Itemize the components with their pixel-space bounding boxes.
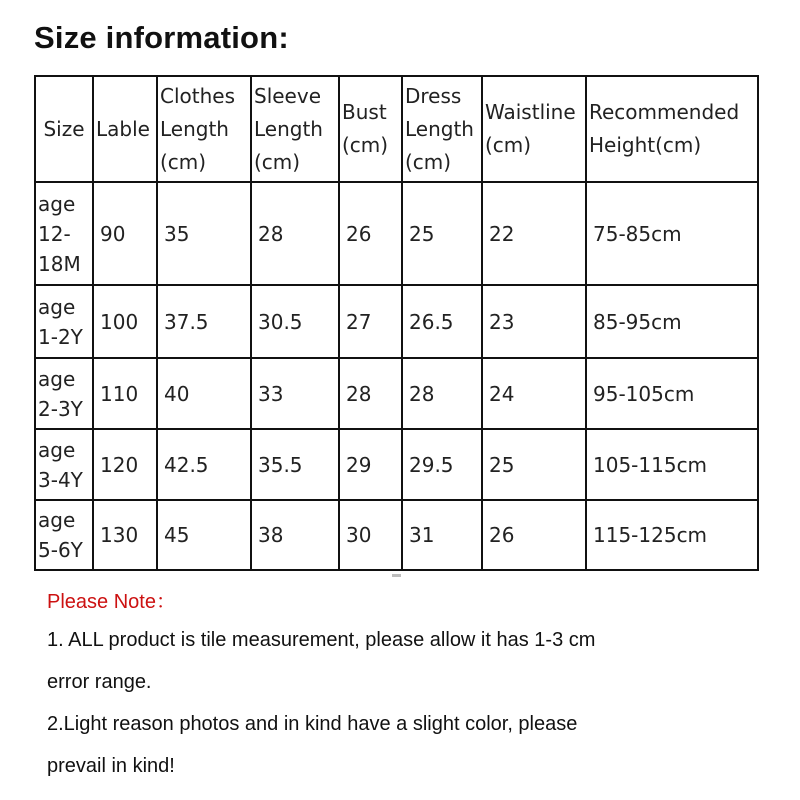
cell-waistline: 24 [482,358,586,429]
cell-waistline: 25 [482,429,586,500]
cell-label: 110 [93,358,157,429]
note-line: 1. ALL product is tile measurement, please allow it has 1-3 cm [47,629,596,651]
notes-section [47,585,787,787]
cell-recommended-height: 75-85cm [586,182,758,285]
page-title: Size information: [34,20,289,55]
cell-dress-length: 26.5 [402,285,482,358]
cell-dress-length: 25 [402,182,482,285]
cell-sleeve-length: 30.5 [251,285,339,358]
header-sleeve-length: Sleeve Length (cm) [251,76,339,182]
cell-size: age 5-6Y [35,500,93,570]
cell-recommended-height: 105-115cm [586,429,758,500]
cell-sleeve-length: 28 [251,182,339,285]
note-line: prevail in kind! [47,755,175,777]
cell-size: age 12- 18M [35,182,93,285]
note-line: error range. [47,671,152,693]
cell-sleeve-length: 35.5 [251,429,339,500]
cell-bust: 29 [339,429,402,500]
cell-sleeve-length: 38 [251,500,339,570]
table-header-row [35,76,758,182]
cell-recommended-height: 85-95cm [586,285,758,358]
cell-bust: 30 [339,500,402,570]
cell-clothes-length: 37.5 [157,285,251,358]
cell-recommended-height: 115-125cm [586,500,758,570]
cell-sleeve-length: 33 [251,358,339,429]
cell-label: 90 [93,182,157,285]
header-clothes-length: Clothes Length (cm) [157,76,251,182]
table-row [35,285,758,358]
table-row [35,429,758,500]
cell-label: 130 [93,500,157,570]
header-recommended-height: Recommended Height(cm) [586,76,758,182]
cell-dress-length: 29.5 [402,429,482,500]
size-chart-table [34,75,759,571]
cell-dress-length: 28 [402,358,482,429]
cell-label: 100 [93,285,157,358]
cell-waistline: 22 [482,182,586,285]
table-row [35,358,758,429]
cell-label: 120 [93,429,157,500]
cell-clothes-length: 40 [157,358,251,429]
note-line: 2.Light reason photos and in kind have a slight color, please [47,713,578,735]
header-waistline: Waistline (cm) [482,76,586,182]
cell-clothes-length: 35 [157,182,251,285]
cell-dress-length: 31 [402,500,482,570]
cell-waistline: 23 [482,285,586,358]
cell-size: age 1-2Y [35,285,93,358]
cell-waistline: 26 [482,500,586,570]
cell-bust: 28 [339,358,402,429]
table-row [35,182,758,285]
notes-heading: Please Note： [47,591,176,613]
cell-size: age 2-3Y [35,358,93,429]
cell-clothes-length: 45 [157,500,251,570]
cell-size: age 3-4Y [35,429,93,500]
cell-clothes-length: 42.5 [157,429,251,500]
header-bust: Bust (cm) [339,76,402,182]
scan-artifact [392,574,401,577]
header-dress-length: Dress Length (cm) [402,76,482,182]
cell-bust: 27 [339,285,402,358]
cell-recommended-height: 95-105cm [586,358,758,429]
table-row [35,500,758,570]
header-size: Size [35,76,93,182]
header-label: Lable [93,76,157,182]
cell-bust: 26 [339,182,402,285]
